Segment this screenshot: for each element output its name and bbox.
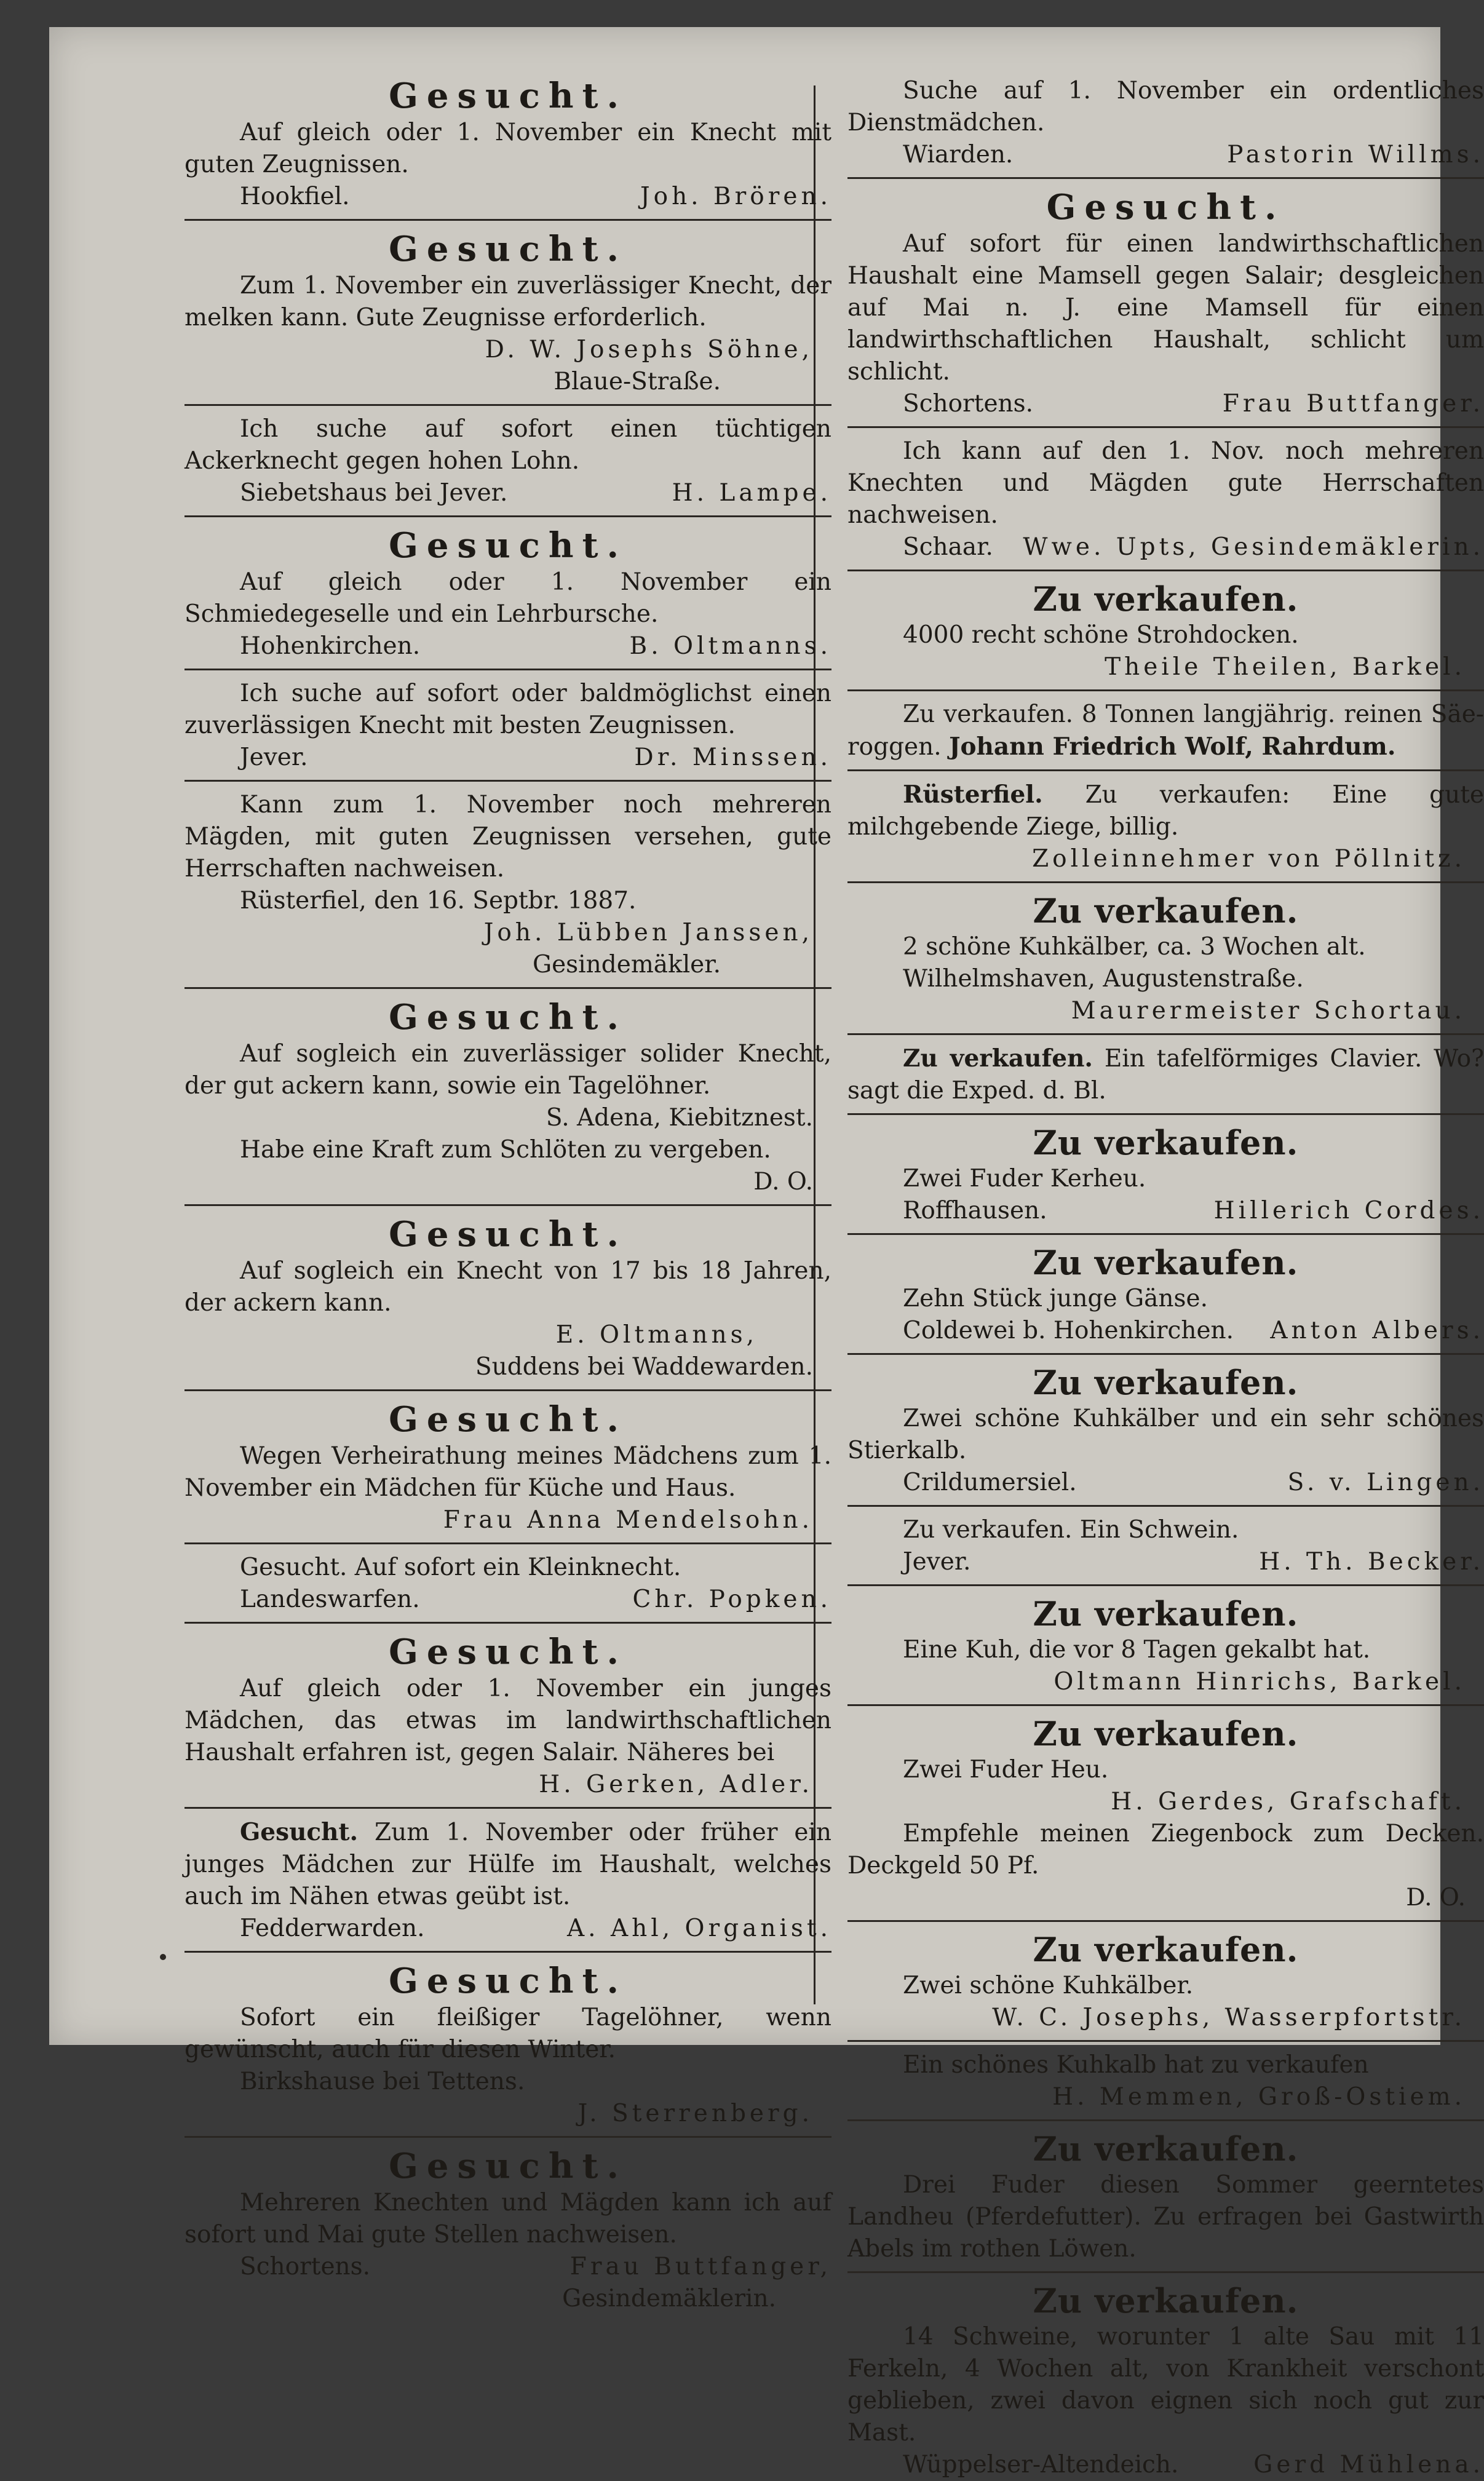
ad-separator <box>847 1033 1484 1035</box>
ad-heading: Zu verkaufen. <box>1033 1714 1299 1753</box>
ad-separator <box>847 1113 1484 1115</box>
ad-signature: H. Gerken, Adler. <box>539 1771 813 1798</box>
ad-text: Ich suche auf sofort oder baldmöglichst einen zuverlässigen Knecht mit besten Zeugnissen. <box>185 680 831 739</box>
ad-signature: D. O. <box>1406 1884 1466 1911</box>
ad-text: Gesucht. Auf sofort ein Kleinknecht. <box>240 1554 681 1581</box>
ad-separator <box>847 2271 1484 2273</box>
ad-text: Zwei Fuder Heu. <box>903 1756 1109 1784</box>
ad-signature: Fedderwarden. A. Ahl, Organist. <box>240 1915 831 1942</box>
ad-separator <box>185 1389 831 1391</box>
ad-signature: Theile Theilen, Barkel. <box>1105 653 1466 681</box>
ad-right-17 <box>847 2129 1484 2265</box>
ad-text: Auf gleich oder 1. November ein Knecht mit guten Zeugnissen. <box>185 119 831 178</box>
ad-heading: Zu verkaufen. <box>1033 2129 1299 2169</box>
ad-left-10 <box>185 1552 831 1616</box>
ad-right-2 <box>847 186 1484 420</box>
ad-left-7 <box>185 996 831 1198</box>
ad-right-14 <box>847 1713 1484 1914</box>
newspaper-page <box>49 27 1484 2479</box>
ad-right-16 <box>847 2049 1484 2113</box>
ad-separator <box>847 1353 1484 1355</box>
ad-text: Wegen Verheirathung meines Mädchens zum 1. November ein Mädchen für Küche und Haus. <box>185 1442 831 1502</box>
ad-signature: W. C. Josephs, Wasserpfortstr. <box>992 2004 1466 2031</box>
ad-separator <box>847 1505 1484 1507</box>
ad-separator <box>185 219 831 221</box>
ad-text: Eine Kuh, die vor 8 Tagen gekalbt hat. <box>903 1636 1371 1664</box>
ad-separator <box>185 1951 831 1953</box>
ad-right-11 <box>847 1362 1484 1499</box>
ad-left-1 <box>185 75 831 213</box>
ad-heading: Gesucht. <box>1046 187 1285 228</box>
ad-right-7 <box>847 891 1484 1027</box>
ad-heading: Gesucht. <box>389 1961 627 2001</box>
ad-right-18 <box>847 2281 1484 2481</box>
ad-separator <box>185 780 831 782</box>
ad-left-3 <box>185 413 831 509</box>
ad-text: Zu verkaufen. 8 Tonnen langjährig. reinen Säe-roggen. Johann Friedrich Wolf, Rahrdum. <box>847 701 1484 761</box>
ad-text: Auf gleich oder 1. November ein junges Mädchen, das etwas im landwirthschaftlichen Haushalt erfahren ist, gegen Salair. Näheres bei <box>185 1675 831 1766</box>
ad-heading: Zu verkaufen. <box>1033 1594 1299 1633</box>
ad-signature: Zolleinnehmer von Pöllnitz. <box>1032 845 1466 873</box>
ad-separator <box>847 2040 1484 2042</box>
ad-separator <box>847 1233 1484 1235</box>
ad-right-15 <box>847 1929 1484 2034</box>
ad-heading: Gesucht. <box>389 2146 627 2186</box>
ad-heading: Zu verkaufen. <box>1033 1930 1299 1969</box>
ad-lead: Gesucht. <box>240 1818 359 1846</box>
ad-signature: Wüppelser-Altendeich. Gerd Mühlena. <box>903 2451 1484 2479</box>
ad-heading: Zu verkaufen. <box>1033 1243 1299 1282</box>
ad-text: Suche auf 1. November ein ordentliches Dienstmädchen. <box>847 77 1484 137</box>
ad-separator <box>185 1622 831 1624</box>
ad-signature: J. Sterrenberg. <box>577 2100 813 2127</box>
ad-separator <box>847 426 1484 428</box>
ad-signature: S. Adena, Kiebitznest. <box>546 1104 813 1132</box>
ad-signature: Wiarden. Pastorin Willms. <box>903 141 1484 169</box>
ad-text: Zu verkaufen. Ein Schwein. <box>903 1516 1239 1544</box>
ad-signature: Hohenkirchen. B. Oltmanns. <box>240 632 831 660</box>
ad-signature-title: Gesindemäkler. <box>532 951 721 979</box>
ad-signature: Schortens. Frau Buttfanger, <box>240 2253 831 2281</box>
ad-right-3 <box>847 435 1484 563</box>
ad-text: Drei Fuder diesen Sommer geerntetes Landheu (Pferdefutter). Zu erfragen bei Gastwirth Abels im rothen Löwen. <box>847 2171 1484 2263</box>
ad-text: Auf gleich oder 1. November ein Schmiedegeselle und ein Lehrbursche. <box>185 568 831 628</box>
ad-left-12 <box>185 1816 831 1945</box>
ad-signature-title: Gesindemäklerin. <box>562 2285 776 2312</box>
ad-signature: H. Memmen, Groß-Ostiem. <box>1052 2083 1466 2111</box>
ad-signature: Hookfiel. Joh. Brören. <box>240 183 831 210</box>
ad-left-8 <box>185 1213 831 1383</box>
ad-separator <box>847 177 1484 179</box>
ad-separator <box>185 515 831 517</box>
margin-mark <box>160 1954 166 1960</box>
ad-heading: Gesucht. <box>389 1214 627 1255</box>
ad-advertiser: Johann Friedrich Wolf, Rahrdum. <box>949 732 1396 761</box>
ad-place: Wilhelmshaven, Augustenstraße. <box>903 965 1304 993</box>
ad-left-5 <box>185 678 831 774</box>
ad-left-14 <box>185 2145 831 2315</box>
ad-signature: E. Oltmanns, <box>555 1321 758 1349</box>
ad-heading: Zu verkaufen. <box>1033 1123 1299 1162</box>
ad-heading: Zu verkaufen. <box>1033 1363 1299 1402</box>
ad-signature: Frau Anna Mendelsohn. <box>443 1506 813 1534</box>
ad-signature-address: Blaue-Straße. <box>554 368 721 395</box>
ad-signature: H. Gerdes, Grafschaft. <box>1111 1788 1466 1816</box>
ad-text: Ein schönes Kuhkalb hat zu verkaufen <box>903 2051 1369 2079</box>
ad-right-1 <box>847 75 1484 171</box>
ad-heading: Gesucht. <box>389 1632 627 1672</box>
ad-signature: Maurermeister Schortau. <box>1071 997 1466 1025</box>
ad-text: Gesucht. Zum 1. November oder früher ein junges Mädchen zur Hülfe im Haushalt, welches auch im Nähen etwas geübt ist. <box>185 1818 831 1910</box>
ad-separator <box>847 2119 1484 2121</box>
ad-text: Ich kann auf den 1. Nov. noch mehreren Knechten und Mägden gute Herrschaften nachweisen. <box>847 437 1484 529</box>
ad-heading: Gesucht. <box>389 1399 627 1440</box>
ad-heading: Gesucht. <box>389 997 627 1038</box>
ad-separator <box>847 769 1484 771</box>
ad-signature: Schortens. Frau Buttfanger. <box>903 390 1484 418</box>
ad-signature: Landeswarfen. Chr. Popken. <box>240 1586 831 1613</box>
ad-date: Rüsterfiel, den 16. Septbr. 1887. <box>240 887 637 915</box>
ad-right-6 <box>847 779 1484 875</box>
ad-text: Rüsterfiel. Zu verkaufen: Eine gute milchgebende Ziege, billig. <box>847 780 1484 841</box>
ad-text: Zehn Stück junge Gänse. <box>903 1285 1208 1312</box>
ad-signature: Schaar. Wwe. Upts, Gesindemäklerin. <box>903 533 1484 561</box>
ad-left-2 <box>185 228 831 398</box>
ad-signature: Jever. H. Th. Becker. <box>903 1548 1484 1576</box>
right-column <box>847 75 1484 2481</box>
ad-separator <box>847 1704 1484 1706</box>
left-column <box>185 75 831 2315</box>
ad-separator <box>847 881 1484 883</box>
ad-separator <box>185 1204 831 1206</box>
ad-heading: Gesucht. <box>389 229 627 269</box>
ad-text: Auf sogleich ein Knecht von 17 bis 18 Jahren, der ackern kann. <box>185 1257 831 1317</box>
ad-right-4 <box>847 579 1484 683</box>
ad-left-4 <box>185 525 831 662</box>
ad-heading: Gesucht. <box>389 525 627 566</box>
ad-separator <box>185 1542 831 1544</box>
ad-text: Empfehle meinen Ziegenbock zum Decken. Deckgeld 50 Pf. <box>847 1820 1484 1880</box>
ad-text: Zwei schöne Kuhkälber und ein sehr schönes Stierkalb. <box>847 1405 1484 1464</box>
ad-separator <box>185 404 831 406</box>
ad-text: 2 schöne Kuhkälber, ca. 3 Wochen alt. <box>903 933 1366 961</box>
ad-left-6 <box>185 789 831 981</box>
ad-text: 14 Schweine, worunter 1 alte Sau mit 11 Ferkeln, 4 Wochen alt, von Krankheit verschont geblieben, zwei davon eignen sich noch gut zur Mast. <box>847 2323 1484 2447</box>
ad-heading: Zu verkaufen. <box>1033 891 1299 931</box>
ad-right-9 <box>847 1122 1484 1227</box>
ad-separator <box>185 2136 831 2138</box>
ad-signature: Crildumersiel. S. v. Lingen. <box>903 1469 1484 1496</box>
ad-signature: Coldewei b. Hohenkirchen. Anton Albers. <box>903 1317 1484 1344</box>
ad-separator <box>185 1807 831 1809</box>
ad-separator <box>185 669 831 670</box>
ad-heading: Gesucht. <box>389 76 627 116</box>
ad-left-13 <box>185 1960 831 2130</box>
ad-separator <box>185 987 831 989</box>
ad-signature: Siebetshaus bei Jever. H. Lampe. <box>240 479 831 507</box>
ad-text: 4000 recht schöne Strohdocken. <box>903 621 1299 649</box>
ad-text: Zu verkaufen. Ein tafelförmiges Clavier. Wo? sagt die Exped. d. Bl. <box>847 1044 1484 1105</box>
ad-left-11 <box>185 1631 831 1801</box>
ad-signature: Roffhausen. Hillerich Cordes. <box>903 1197 1484 1225</box>
ad-text: Mehreren Knechten und Mägden kann ich auf sofort und Mai gute Stellen nachweisen. <box>185 2189 831 2249</box>
ad-right-8 <box>847 1042 1484 1107</box>
ad-heading: Zu verkaufen. <box>1033 2281 1299 2320</box>
ad-right-13 <box>847 1594 1484 1698</box>
ad-right-12 <box>847 1514 1484 1578</box>
ad-signature: D. W. Josephs Söhne, <box>485 336 813 363</box>
ad-lead: Rüsterfiel. <box>903 780 1043 809</box>
ad-text: Zwei Fuder Kerheu. <box>903 1165 1146 1193</box>
ad-text: Kann zum 1. November noch mehreren Mägden, mit guten Zeugnissen versehen, gute Herrschaften nachweisen. <box>185 791 831 883</box>
ad-lead: Zu verkaufen. <box>903 1044 1093 1073</box>
ad-text: Zwei schöne Kuhkälber. <box>903 1972 1194 1999</box>
ad-signature-address: Suddens bei Waddewarden. <box>475 1353 813 1381</box>
ad-separator <box>847 570 1484 571</box>
ad-signature: Oltmann Hinrichs, Barkel. <box>1053 1668 1466 1696</box>
ad-text: Auf sogleich ein zuverlässiger solider Knecht, der gut ackern kann, sowie ein Tagelöhner. <box>185 1040 831 1100</box>
ad-separator <box>847 689 1484 691</box>
ad-text: Auf sofort für einen landwirthschaftlichen Haushalt eine Mamsell gegen Salair; desgleichen auf Mai n. J. eine Mamsell für einen landwirthschaftlichen Haushalt, schlicht um schlicht. <box>847 230 1484 386</box>
ad-signature: Joh. Lübben Janssen, <box>483 919 813 947</box>
ad-separator <box>847 1920 1484 1922</box>
ad-heading: Zu verkaufen. <box>1033 579 1299 619</box>
ad-text: Ich suche auf sofort einen tüchtigen Ackerknecht gegen hohen Lohn. <box>185 415 831 475</box>
ad-separator <box>847 1584 1484 1586</box>
ad-signature: D. O. <box>753 1168 813 1196</box>
ad-text: Zum 1. November ein zuverlässiger Knecht, der melken kann. Gute Zeugnisse erforderlich. <box>185 272 831 331</box>
ad-place: Birkshause bei Tettens. <box>240 2068 525 2095</box>
ad-signature: Jever. Dr. Minssen. <box>240 744 831 771</box>
ad-left-9 <box>185 1399 831 1536</box>
ad-text: Sofort ein fleißiger Tagelöhner, wenn gewünscht, auch für diesen Winter. <box>185 2004 831 2063</box>
ad-text: Habe eine Kraft zum Schlöten zu vergeben. <box>240 1136 771 1164</box>
ad-right-5 <box>847 699 1484 763</box>
ad-right-10 <box>847 1242 1484 1347</box>
